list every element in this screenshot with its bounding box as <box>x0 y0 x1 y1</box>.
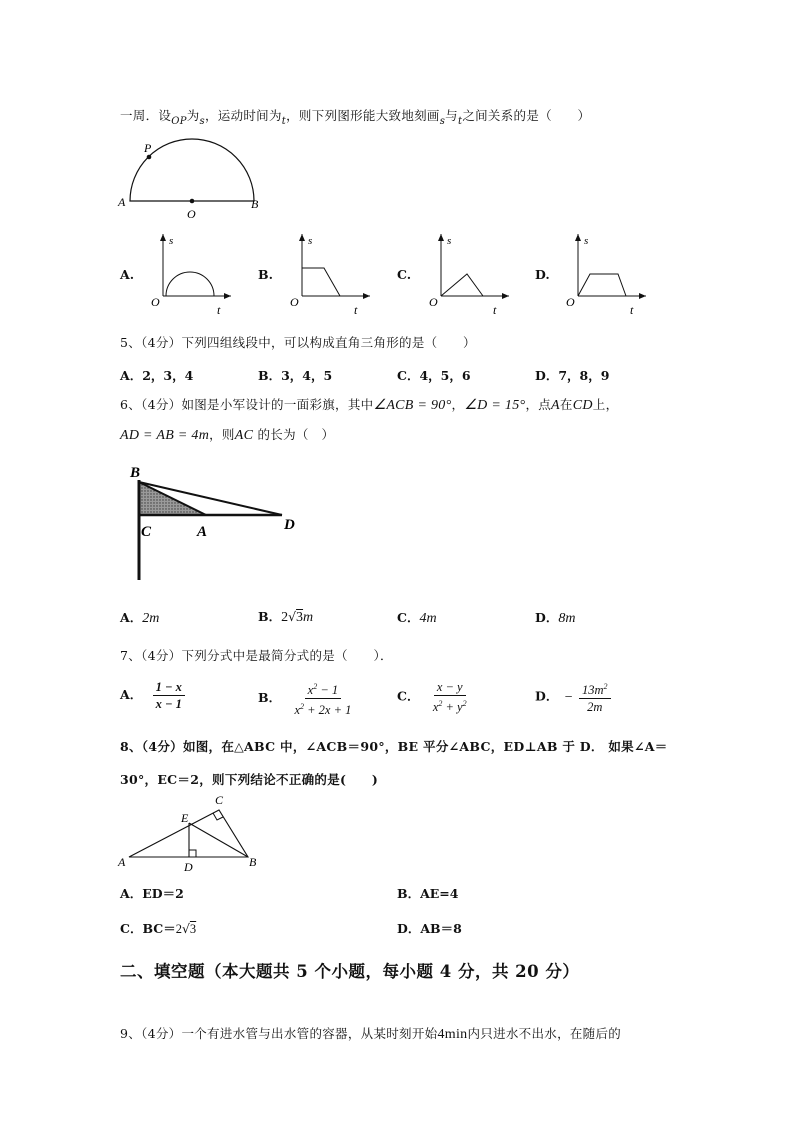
q8-stem-line2: 30°，EC＝2，则下列结论不正确的是( ) <box>120 772 379 787</box>
q6-option-b[interactable]: B．2√3m <box>258 609 314 625</box>
q6-stem-line1: 6、（4分）如图是小军设计的一面彩旗，其中∠ACB = 90°，∠D = 15°，点A在CD上， <box>120 397 619 413</box>
label-b: B <box>249 855 257 869</box>
flag-figure <box>126 460 306 585</box>
q6-option-c[interactable]: C．4m <box>397 610 437 626</box>
q5-stem: 5、（4分）下列四组线段中，可以构成直角三角形的是（ ） <box>120 335 476 350</box>
label-a: A <box>118 855 126 869</box>
sqrt-symbol: √ <box>181 921 190 936</box>
q7-option-d[interactable]: D． − $\frac{13m^2}{2m}$ <box>535 680 611 714</box>
svg-text:s: s <box>169 235 174 247</box>
q5-option-d[interactable]: D．7，8，9 <box>535 368 610 383</box>
right-angle-d <box>189 850 196 857</box>
point-p <box>147 155 152 160</box>
q4-option-c-graph[interactable] <box>423 230 515 318</box>
label-o: O <box>187 207 196 220</box>
svg-text:O: O <box>429 295 438 309</box>
sqrt-symbol: √ <box>288 609 297 624</box>
q7-option-c[interactable]: C． $\frac{x - y}{x^2 + y^2}$ <box>397 680 470 714</box>
q5-option-c[interactable]: C．4，5，6 <box>397 368 471 383</box>
svg-text:O: O <box>151 295 160 309</box>
q7-stem: 7、（4分）下列分式中是最简分式的是（ ）． <box>120 648 393 663</box>
q4-option-b-graph[interactable] <box>284 230 376 318</box>
fraction-c: $\frac{x - y}{x^2 + y^2}$ <box>432 680 467 715</box>
q8-option-d[interactable]: D．AB＝8 <box>397 921 462 936</box>
fraction-d: $\frac{13m^2}{2m}$ <box>579 680 611 714</box>
q4-option-d-label: D. <box>535 267 550 282</box>
label-a: A <box>197 524 208 540</box>
q6-option-a[interactable]: A．2m <box>120 610 160 626</box>
svg-text:t: t <box>354 303 358 317</box>
fraction-b: $\frac{x^2 - 1}{x^2 + 2x + 1}$ <box>294 682 352 718</box>
q5-option-a[interactable]: A．2，3，4 <box>120 368 194 383</box>
q4-option-a-label: A. <box>120 267 135 282</box>
fraction-a: $\frac{1 - x}{x - 1}$ <box>153 680 185 711</box>
q4-option-d-graph[interactable] <box>560 230 652 318</box>
label-b: B <box>251 197 259 211</box>
op-symbol: OP <box>171 116 187 127</box>
q9-stem: 9、（4分）一个有进水管与出水管的容器，从某时刻开始4min内只进水不出水，在随后的 <box>120 1026 622 1042</box>
label-b: B <box>130 465 141 481</box>
q6-option-d[interactable]: D．8m <box>535 610 576 626</box>
label-d: D <box>184 860 193 874</box>
svg-text:O: O <box>290 295 299 309</box>
svg-text:s: s <box>447 235 452 247</box>
q8-option-b[interactable]: B．AE=4 <box>397 886 459 901</box>
svg-text:s: s <box>308 235 313 247</box>
label-p: P <box>144 141 152 155</box>
svg-text:O: O <box>566 295 575 309</box>
q7-option-a[interactable]: A． $\frac{1 - x}{x - 1}$ <box>120 680 185 711</box>
segment-be <box>189 823 248 857</box>
section-heading: 二、填空题（本大题共 5 个小题，每小题 4 分，共 20 分） <box>120 962 580 981</box>
semicircle-figure <box>115 136 270 220</box>
triangle-figure <box>115 792 265 874</box>
q4-option-b-label: B. <box>258 267 273 282</box>
label-c: C <box>141 524 152 540</box>
q8-option-a[interactable]: A．ED＝2 <box>120 886 184 901</box>
point-o <box>190 199 195 204</box>
label-a: A <box>118 195 126 209</box>
q4-option-c-label: C. <box>397 267 412 282</box>
q4-option-a-graph[interactable] <box>145 230 237 318</box>
q5-option-b[interactable]: B．3，4，5 <box>258 368 333 383</box>
svg-text:s: s <box>584 235 589 247</box>
q8-option-c[interactable]: C．BC＝2√3 <box>120 921 197 936</box>
label-d: D <box>284 517 295 533</box>
svg-text:t: t <box>217 303 221 317</box>
label-c: C <box>215 793 224 807</box>
q6-stem-line2: AD = AB = 4m，则AC 的长为（ ） <box>120 427 335 443</box>
svg-text:t: t <box>630 303 634 317</box>
q7-option-b[interactable]: B． $\frac{x^2 - 1}{x^2 + 2x + 1}$ <box>258 680 354 717</box>
q8-stem-line1: 8、（4分）如图，在△ABC 中，∠ACB＝90°，BE 平分∠ABC，ED⊥AB 于 D． 如果∠A＝ <box>120 739 668 754</box>
q4-text: 一周．设$_{OP}$为$_s$，运动时间为$_t$，则下列图形能大致地刻画$_s$与$_t$之间关系的是（ ） <box>120 108 591 127</box>
label-e: E <box>181 811 189 825</box>
svg-text:t: t <box>493 303 497 317</box>
